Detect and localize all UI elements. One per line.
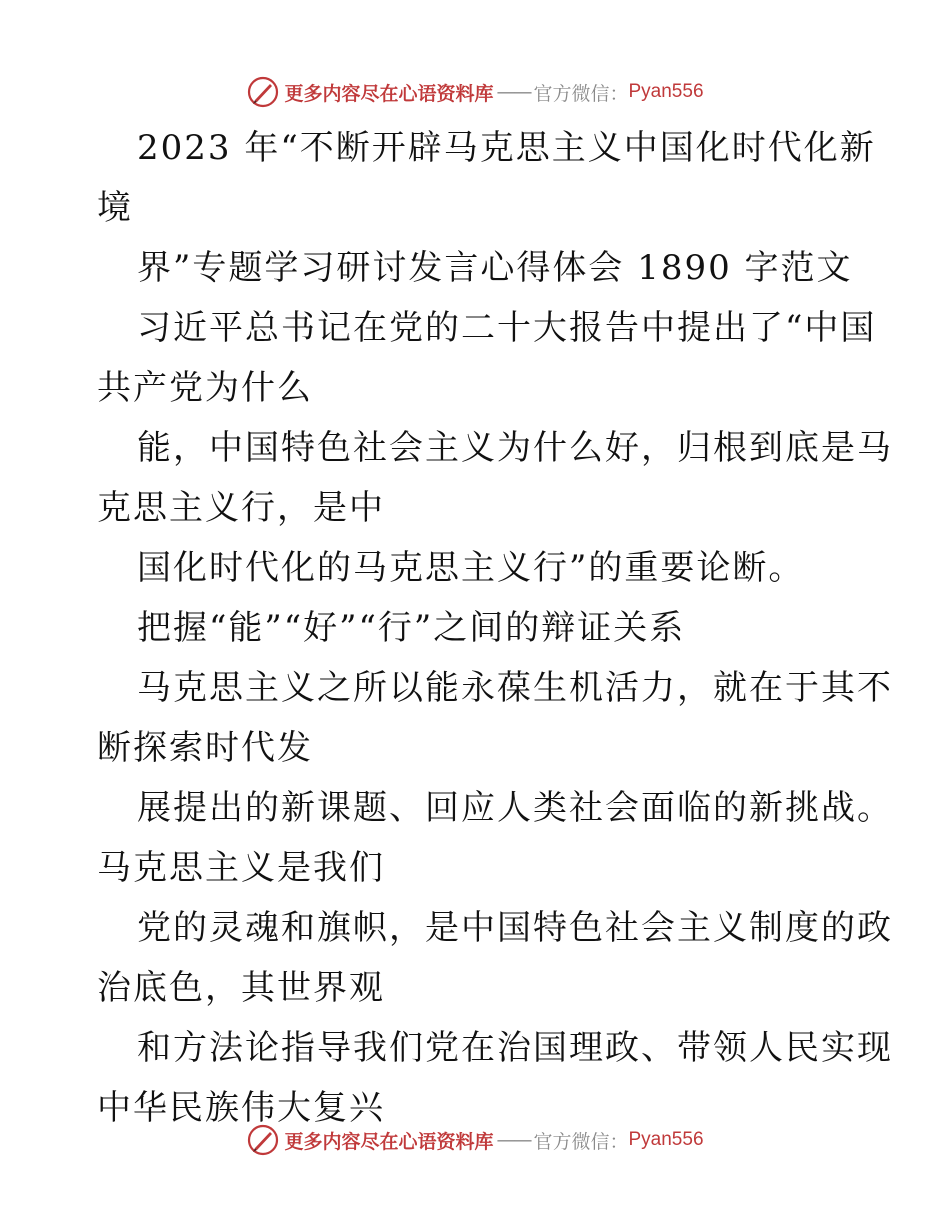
footer-watermark bbox=[0, 1120, 950, 1160]
text-line: 治底色，其世界观 bbox=[97, 968, 385, 1008]
text-line: 断探索时代发 bbox=[97, 728, 313, 768]
text-line: 界”专题学习研讨发言心得体会 1890 字范文 bbox=[137, 248, 853, 288]
document-body bbox=[97, 118, 893, 1138]
text-line: 展提出的新课题、回应人类社会面临的新挑战。 bbox=[137, 788, 893, 828]
quill-logo-icon bbox=[246, 75, 280, 109]
text-line: 马克思主义之所以能永葆生机活力，就在于其不 bbox=[137, 668, 893, 708]
watermark-contact-label: 官方微信： bbox=[533, 1130, 629, 1153]
watermark-contact-label: 官方微信： bbox=[533, 82, 629, 105]
watermark-main-text: 更多内容尽在心语资料库 bbox=[284, 82, 494, 105]
watermark-dash: —— bbox=[496, 81, 531, 103]
text-line: 习近平总书记在党的二十大报告中提出了“中国 bbox=[137, 308, 877, 348]
quill-logo-icon bbox=[246, 1123, 280, 1157]
text-line: 把握“能”“好”“行”之间的辩证关系 bbox=[137, 608, 686, 648]
text-line: 马克思主义是我们 bbox=[97, 848, 385, 888]
text-line: 境 bbox=[97, 188, 133, 228]
text-line: 和方法论指导我们党在治国理政、带领人民实现 bbox=[137, 1028, 893, 1068]
watermark-dash: —— bbox=[496, 1129, 531, 1151]
text-line: 2023 年“不断开辟马克思主义中国化时代化新 bbox=[137, 128, 876, 168]
watermark-main-text: 更多内容尽在心语资料库 bbox=[284, 1130, 494, 1153]
text-line: 克思主义行，是中 bbox=[97, 488, 385, 528]
watermark-wechat-id: Pyan556 bbox=[628, 1129, 704, 1150]
watermark-wechat-id: Pyan556 bbox=[628, 81, 704, 102]
text-line: 中华民族伟大复兴 bbox=[97, 1088, 385, 1128]
text-line: 党的灵魂和旗帜，是中国特色社会主义制度的政 bbox=[137, 908, 893, 948]
text-line: 能，中国特色社会主义为什么好，归根到底是马 bbox=[137, 428, 893, 468]
text-line: 国化时代化的马克思主义行”的重要论断。 bbox=[137, 548, 805, 588]
text-line: 共产党为什么 bbox=[97, 368, 313, 408]
header-watermark bbox=[0, 72, 950, 112]
